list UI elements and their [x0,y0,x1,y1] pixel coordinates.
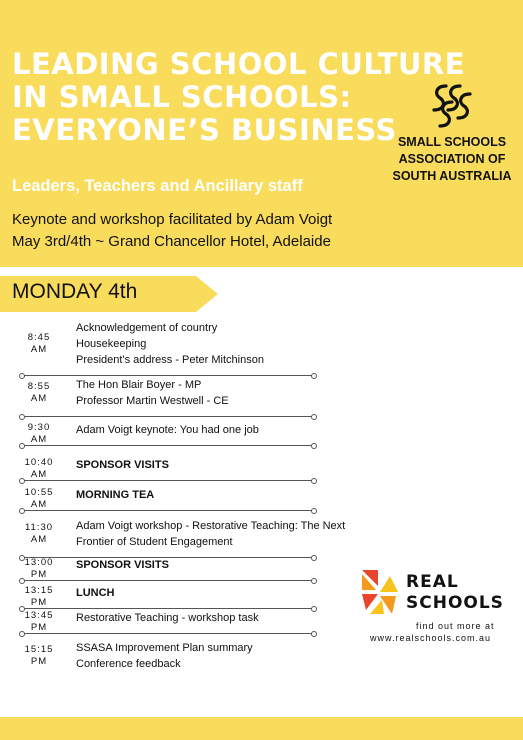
schedule-time-part: AM [30,469,48,480]
schedule-event-text: LUNCH [76,587,115,599]
schedule-time [22,522,56,546]
schedule-divider [22,375,314,376]
schedule-event-text: Frontier of Student Engagement [76,536,233,548]
schedule-event-text: Adam Voigt workshop - Restorative Teaching: The Next [76,520,346,532]
schedule-divider [22,416,314,417]
schedule-divider [22,480,314,481]
schedule-time-part: AM [30,344,48,355]
schedule-time-part: AM [30,499,48,510]
association-name-line: SMALL SCHOOLS [397,135,507,149]
title-line-3: EVERYONE’S BUSINESS [12,113,397,147]
schedule-time-part: PM [30,656,48,667]
schedule-divider [22,510,314,511]
schedule-time-part: AM [30,534,48,545]
schedule-events [76,377,229,409]
schedule-event-text: Adam Voigt keynote: You had one job [76,424,259,436]
schedule-events [76,557,169,573]
schedule-event-text: Professor Martin Westwell - CE [76,395,229,407]
schedule-event-text: MORNING TEA [76,489,155,501]
schedule-time-part: AM [30,434,48,445]
schedule-list [22,320,346,680]
schedule-time-part: 8:45 [27,332,51,343]
date-venue-line: May 3rd/4th ~ Grand Chancellor Hotel, Adelaide [12,233,331,250]
title-line-2: IN SMALL SCHOOLS: [12,80,352,114]
schedule-divider [22,580,314,581]
schedule-time [22,457,56,481]
schedule-event-text: President's address - Peter Mitchinson [76,354,264,366]
day-banner [0,276,218,312]
schedule-time-part: 10:55 [24,487,54,498]
sponsor-name-line: REAL [406,572,459,592]
schedule-time-part: 11:30 [24,522,54,533]
schedule-time-part: PM [30,622,48,633]
schedule-event-text: Restorative Teaching - workshop task [76,612,259,624]
schedule-time [22,585,56,609]
schedule-event-text: Acknowledgement of country [76,322,218,334]
schedule-time [22,610,56,634]
schedule-divider [22,633,314,634]
association-name [388,134,516,185]
schedule-events [76,585,115,601]
schedule-time-part: 13:15 [24,585,54,596]
schedule-time [22,557,56,581]
find-out-more-text: find out more at [416,621,495,631]
sponsor-name-line: SCHOOLS [406,593,504,613]
schedule-events [76,457,169,473]
schedule-time [22,332,56,356]
schedule-events [76,320,264,368]
schedule-time-part: AM [30,393,48,404]
schedule-events [76,610,259,626]
title-line-1: LEADING SCHOOL CULTURE [12,47,466,81]
association-name-line: SOUTH AUSTRALIA [392,169,512,183]
wave-s-logo-icon [422,80,482,132]
schedule-event-text: SPONSOR VISITS [76,559,169,571]
schedule-time [22,422,56,446]
schedule-event-text: SSASA Improvement Plan summary [76,642,253,654]
schedule-time-part: PM [30,569,48,580]
schedule-events [76,422,259,438]
day-label: MONDAY 4th [12,280,138,303]
schedule-divider [22,445,314,446]
schedule-time-part: 15:15 [24,644,54,655]
facilitator-line: Keynote and workshop facilitated by Adam Voigt [12,211,333,228]
schedule-time-part: 13:45 [24,610,54,621]
header-banner [0,0,523,267]
schedule-time-part: PM [30,597,48,608]
schedule-divider [22,608,314,609]
schedule-event-text: Conference feedback [76,658,181,670]
schedule-event-text: The Hon Blair Boyer - MP [76,379,202,391]
schedule-time [22,381,56,405]
sponsor-url-link[interactable]: www.realschools.com.au [370,633,492,643]
page-title [12,47,466,147]
schedule-event-text: SPONSOR VISITS [76,459,169,471]
schedule-time [22,644,56,668]
schedule-events [76,487,154,503]
event-info [12,209,332,253]
schedule-time-part: 10:40 [24,457,54,468]
schedule-event-text: Housekeeping [76,338,147,350]
schedule-events [76,518,345,550]
real-schools-star-logo-icon [362,570,398,614]
schedule-time-part: 9:30 [27,422,51,433]
schedule-time-part: 8:55 [27,381,51,392]
schedule-time-part: 13:00 [24,557,54,568]
audience-subtitle: Leaders, Teachers and Ancillary staff [12,177,303,195]
schedule-time [22,487,56,511]
schedule-events [76,640,253,672]
sponsor-name [406,572,504,614]
association-name-line: ASSOCIATION OF [398,152,506,166]
footer-bar [0,717,523,740]
